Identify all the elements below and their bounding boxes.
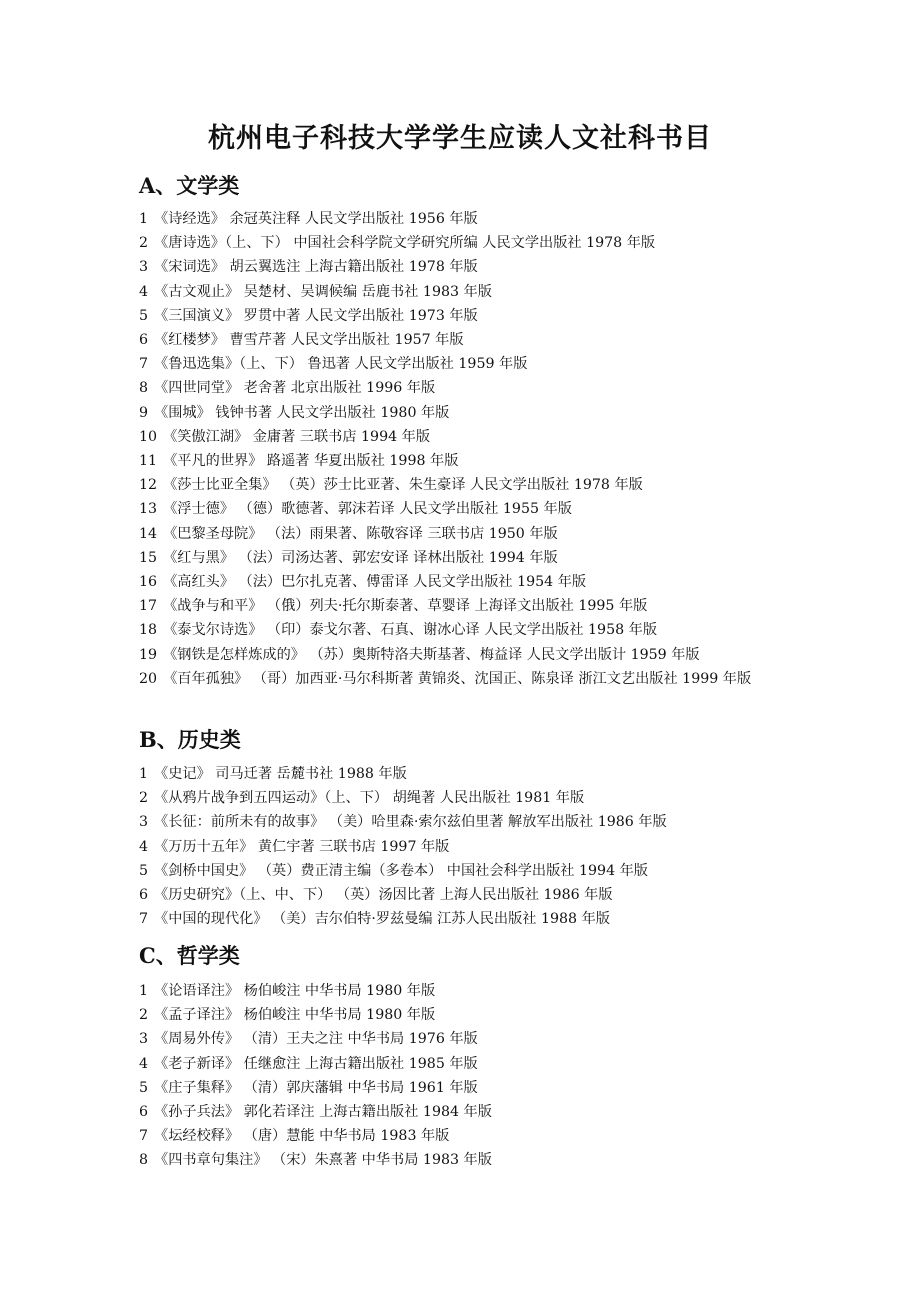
list-item (139, 207, 819, 231)
item-text: 《孙子兵法》 郭化若译注 上海古籍出版社 1984 年版 (154, 1104, 492, 1121)
item-number: 8 (139, 1152, 149, 1169)
item-text: 《从鸦片战争到五四运动》（上、下） 胡绳著 人民出版社 1981 年版 (154, 790, 585, 807)
item-text: 《红与黑》 （法）司汤达著、郭宏安译 译林出版社 1994 年版 (163, 549, 558, 566)
item-number: 1 (139, 211, 149, 227)
item-text: 《红楼梦》 曹雪芹著 人民文学出版社 1957 年版 (154, 332, 464, 349)
item-number: 6 (139, 887, 149, 904)
item-number: 4 (139, 283, 149, 300)
list-item (139, 810, 819, 834)
book-list-literature (139, 207, 819, 691)
list-item (139, 883, 819, 907)
list-item (139, 570, 819, 594)
page-title: 杭州电子科技大学学生应读人文社科书目 (208, 123, 712, 154)
list-item (139, 449, 819, 473)
item-number: 15 (139, 549, 158, 566)
item-number: 2 (139, 1007, 149, 1024)
item-text: 《围城》 钱钟书著 人民文学出版社 1980 年版 (154, 404, 450, 421)
list-item (139, 594, 819, 618)
item-number: 6 (139, 1104, 149, 1121)
list-item (139, 425, 819, 449)
item-text: 《三国演义》 罗贯中著 人民文学出版社 1973 年版 (154, 307, 478, 324)
list-item (139, 1052, 819, 1076)
item-text: 《四书章句集注》 （宋）朱熹著 中华书局 1983 年版 (154, 1152, 492, 1169)
item-number: 3 (139, 259, 149, 276)
item-text: 《战争与和平》 （俄）列夫·托尔斯泰著、草婴译 上海译文出版社 1995 年版 (163, 598, 648, 615)
item-number: 12 (139, 477, 158, 494)
item-number: 10 (139, 428, 158, 445)
item-text: 《钢铁是怎样炼成的》 （苏）奥斯特洛夫斯基著、梅益译 人民文学出版计 1959 年版 (163, 646, 700, 663)
item-text: 《浮士德》 （德）歌德著、郭沫若译 人民文学出版社 1955 年版 (163, 501, 572, 518)
item-number: 3 (139, 814, 149, 831)
item-text: 《泰戈尔诗选》 （印）泰戈尔著、石真、谢冰心译 人民文学出版社 1958 年版 (163, 622, 658, 639)
item-number: 4 (139, 1055, 149, 1072)
item-number: 7 (139, 356, 149, 373)
list-item (139, 907, 819, 931)
list-item (139, 1027, 819, 1051)
list-item (139, 328, 819, 352)
item-number: 1 (139, 766, 149, 782)
item-text: 《莎士比亚全集》 （英）莎士比亚著、朱生豪译 人民文学出版社 1978 年版 (163, 477, 643, 494)
item-text: 《论语译注》 杨伯峻注 中华书局 1980 年版 (154, 983, 436, 999)
list-item (139, 859, 819, 883)
item-number: 7 (139, 1128, 149, 1145)
list-item (139, 1148, 819, 1172)
item-text: 《万历十五年》 黄仁宇著 三联书店 1997 年版 (154, 838, 450, 855)
item-text: 《史记》 司马迁著 岳麓书社 1988 年版 (154, 766, 407, 782)
list-item (139, 618, 819, 642)
item-text: 《高红头》 （法）巴尔扎克著、傅雷译 人民文学出版社 1954 年版 (163, 574, 587, 591)
item-number: 9 (139, 404, 149, 421)
item-text: 《巴黎圣母院》 （法）雨果著、陈敬容译 三联书店 1950 年版 (163, 525, 558, 542)
item-text: 《周易外传》 （清）王夫之注 中华书局 1976 年版 (154, 1031, 478, 1048)
list-item (139, 497, 819, 521)
item-text: 《鲁迅选集》（上、下） 鲁迅著 人民文学出版社 1959 年版 (154, 356, 528, 373)
section-heading-philosophy: C、哲学类 (139, 943, 240, 968)
item-text: 《笑傲江湖》 金庸著 三联书店 1994 年版 (163, 428, 431, 445)
list-item (139, 1124, 819, 1148)
item-text: 《诗经选》 余冠英注释 人民文学出版社 1956 年版 (154, 211, 478, 227)
item-number: 5 (139, 307, 149, 324)
item-number: 20 (139, 670, 158, 687)
item-number: 13 (139, 501, 158, 518)
section-heading-history: B、历史类 (139, 727, 241, 752)
item-number: 5 (139, 1079, 149, 1096)
list-item (139, 762, 819, 786)
item-number: 8 (139, 380, 149, 397)
list-item (139, 352, 819, 376)
item-text: 《长征：前所未有的故事》 （美）哈里森·索尔兹伯里著 解放军出版社 1986 年版 (154, 814, 667, 831)
item-number: 3 (139, 1031, 149, 1048)
item-text: 《老子新译》 任继愈注 上海古籍出版社 1985 年版 (154, 1055, 478, 1072)
book-list-history (139, 762, 819, 931)
list-item (139, 643, 819, 667)
item-number: 16 (139, 574, 158, 591)
item-text: 《历史研究》（上、中、下） （英）汤因比著 上海人民出版社 1986 年版 (154, 887, 613, 904)
list-item (139, 522, 819, 546)
item-text: 《庄子集释》 （清）郭庆藩辑 中华书局 1961 年版 (154, 1079, 478, 1096)
item-number: 14 (139, 525, 158, 542)
item-number: 2 (139, 235, 149, 252)
item-text: 《百年孤独》 （哥）加西亚·马尔科斯著 黄锦炎、沈国正、陈泉译 浙江文艺出版社 1999 年版 (163, 670, 752, 687)
list-item (139, 1003, 819, 1027)
list-item (139, 786, 819, 810)
item-text: 《孟子译注》 杨伯峻注 中华书局 1980 年版 (154, 1007, 436, 1024)
item-number: 11 (139, 453, 158, 470)
list-item (139, 1100, 819, 1124)
item-text: 《坛经校释》 （唐）慧能 中华书局 1983 年版 (154, 1128, 450, 1145)
item-number: 18 (139, 622, 158, 639)
item-text: 《宋词选》 胡云翼选注 上海古籍出版社 1978 年版 (154, 259, 478, 276)
list-item (139, 401, 819, 425)
item-text: 《剑桥中国史》 （英）费正清主编（多卷本） 中国社会科学出版社 1994 年版 (154, 862, 648, 879)
section-heading-literature: A、文学类 (139, 173, 240, 198)
item-number: 1 (139, 983, 149, 999)
item-number: 17 (139, 598, 158, 615)
item-text: 《古文观止》 吴楚材、吴调候编 岳鹿书社 1983 年版 (154, 283, 492, 300)
list-item (139, 376, 819, 400)
list-item (139, 1076, 819, 1100)
item-text: 《四世同堂》 老舍著 北京出版社 1996 年版 (154, 380, 436, 397)
list-item (139, 546, 819, 570)
list-item (139, 280, 819, 304)
list-item (139, 304, 819, 328)
item-number: 4 (139, 838, 149, 855)
item-number: 19 (139, 646, 158, 663)
book-list-philosophy (139, 979, 819, 1173)
item-text: 《唐诗选》（上、下） 中国社会科学院文学研究所编 人民文学出版社 1978 年版 (154, 235, 656, 252)
item-number: 5 (139, 862, 149, 879)
list-item (139, 231, 819, 255)
item-text: 《平凡的世界》 路遥著 华夏出版社 1998 年版 (163, 453, 459, 470)
list-item (139, 667, 819, 691)
item-number: 6 (139, 332, 149, 349)
item-number: 7 (139, 911, 149, 928)
list-item (139, 473, 819, 497)
list-item (139, 979, 819, 1003)
item-text: 《中国的现代化》 （美）吉尔伯特·罗兹曼编 江苏人民出版社 1988 年版 (154, 911, 610, 928)
item-number: 2 (139, 790, 149, 807)
list-item (139, 255, 819, 279)
list-item (139, 835, 819, 859)
